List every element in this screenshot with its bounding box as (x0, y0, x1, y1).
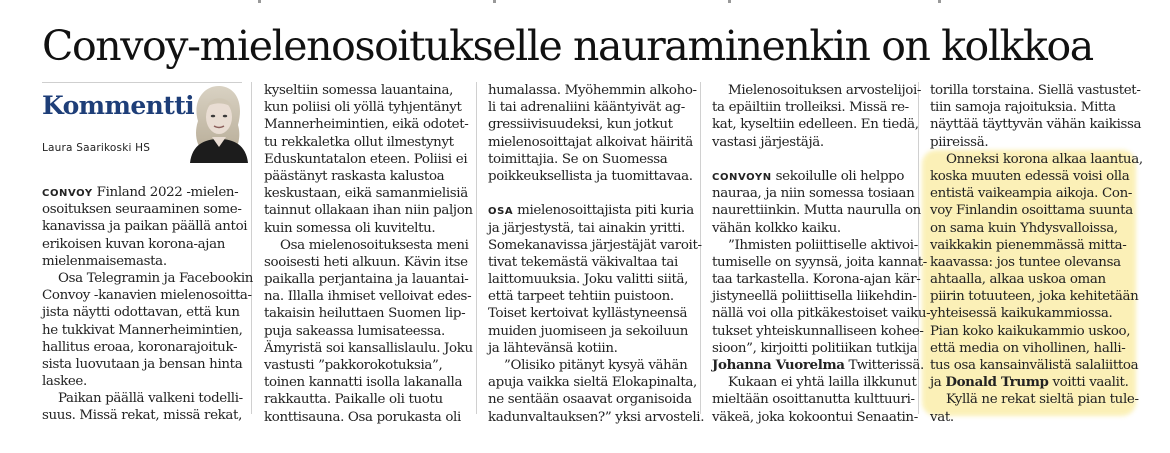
text-line: ja lähtevänsä kotiin. (488, 340, 618, 356)
text-run: voitti vaalit. (1048, 375, 1129, 391)
article-column-2 (264, 82, 473, 426)
text-run: sekoilulle oli helppo (771, 168, 905, 184)
text-line: sooisesti heti alkuun. Kävin itse (264, 254, 468, 270)
bold-name: Donald Trump (945, 374, 1049, 391)
text-line (488, 202, 704, 219)
text-line: Osa Telegramin ja Facebookin (58, 270, 254, 286)
text-line: tus osa kansainvälistä salaliittoa (930, 358, 1139, 373)
text-line: päästänyt raskasta kalustoa (264, 168, 445, 184)
text-line: Somekanavissa järjestäjät varoit- (488, 237, 702, 253)
text-line: Pian koko kaikukammio uskoo, (930, 323, 1131, 339)
text-line: tivat tekemästä väkivaltaa tai (488, 254, 678, 270)
text-run: Twitterissä. (844, 358, 924, 373)
text-line: entistä vaikeampia aikoja. Con- (930, 186, 1133, 202)
text-line (712, 168, 930, 185)
bold-name: Johanna Vuorelma (712, 357, 845, 373)
text-line: Paikan päällä valkeni todelli- (58, 391, 243, 407)
text-line: Toiset kertoivat kyllästyneensä (488, 306, 688, 322)
text-line: rakkautta. Paikalle oli tuotu (264, 392, 443, 408)
text-line: kyseltiin somessa lauantaina, (264, 83, 453, 98)
text-line: keskustaan, eikä samanmielisiä (264, 186, 468, 202)
text-line: paikalla perjantaina ja lauantai- (264, 272, 469, 288)
text-line: tumiselle on syynsä, joita kannat- (712, 254, 927, 270)
text-line: Mielenosoituksen arvostelijoi- (728, 83, 922, 98)
text-line: he tukkivat Mannerheimintien, (42, 322, 243, 338)
text-line: Onneksi korona alkaa laantua, (946, 151, 1143, 167)
text-line: jista näytti odottavan, että kun (42, 305, 240, 321)
article-column-1 (42, 184, 253, 425)
text-line: kat, kyseltiin edelleen. En tiedä, (712, 117, 919, 133)
text-line: laskee. (42, 374, 87, 390)
text-line: kaavassa: jos tuntee olevansa (930, 254, 1121, 270)
lead-in-caps: CONVOY (42, 188, 93, 199)
text-line: suus. Missä rekat, missä rekat, (42, 408, 242, 424)
text-line: apuja vaikka sieltä Elokapinalta, (488, 375, 697, 391)
text-line: tu rekkaletka ollut ilmestynyt (264, 134, 454, 150)
text-line: kanavissa ja paikan päällä antoi (42, 219, 248, 235)
text-line: humalassa. Myöhemmin alkoho- (488, 83, 697, 98)
text-line: puja sakeassa lumisateessa. (264, 323, 445, 339)
text-line: ”Olisiko pitänyt kysyä vähän (504, 358, 688, 373)
text-line: li tai adrenaliini kääntyivät ag- (488, 100, 685, 116)
text-line: vastasi järjestäjä. (712, 134, 824, 150)
text-line: Kukaan ei yhtä lailla ilkkunut (728, 375, 917, 391)
text-line: väkeä, joka kokoontui Senaatin- (712, 409, 918, 425)
text-line: Mannerheimintien, eikä odotet- (264, 117, 469, 133)
text-line: na. Illalla ihmiset velloivat edes- (264, 289, 472, 305)
text-line: toinen kannatti isolla lakanalla (264, 375, 463, 391)
text-line: erikoisen kuvan korona-ajan (42, 236, 225, 252)
text-line: yhteisessä kaikukammiossa. (930, 306, 1113, 322)
text-run: ja (930, 375, 946, 391)
text-line: toimittajia. Se on Suomessa (488, 151, 668, 167)
text-line (42, 184, 253, 201)
article-headline: Convoy-mielenosoitukselle nauraminenkin on kolkkoa (42, 22, 1093, 70)
text-line: jistyneellä poliittisella liikehdin- (712, 289, 917, 305)
text-line: että media on vihollinen, halli- (930, 340, 1126, 356)
text-line: mielenosoittajat alkoivat häiritä (488, 134, 693, 150)
lead-in-caps: OSA (488, 206, 514, 218)
top-rule (0, 0, 1170, 6)
text-line: taa tarkastella. Korona-ajan kär- (712, 272, 921, 288)
text-line: piirin totuuteen, joka kehitetään (930, 289, 1139, 305)
text-line: vaikkakin pienemmässä mitta- (930, 237, 1127, 253)
paragraph-gap (488, 185, 704, 202)
author-portrait-icon (182, 81, 252, 163)
text-line: koska muuten edessä voisi olla (930, 168, 1130, 184)
text-line: nällä voi olla pitkäkestoiset vaiku- (712, 306, 931, 322)
article-column-5 (930, 82, 1143, 426)
text-line (930, 374, 1143, 391)
text-line: sista luovutaan ja bensan hinta (42, 356, 243, 372)
text-line: vat. (930, 409, 954, 425)
text-line: osoituksen seuraaminen some- (42, 202, 242, 218)
text-line: sioon”, kirjoitti politiikan tutkija (712, 340, 918, 356)
article-column-4 (712, 82, 930, 426)
text-line: vähän kolkko kaiku. (712, 220, 841, 236)
text-line: kadunvaltauksen?” yksi arvosteli. (488, 409, 705, 425)
text-run: mielenosoittajista piti kuria (513, 203, 694, 219)
text-line: ja järjestystä, tai ainakin yritti. (488, 220, 685, 236)
text-line: ahtaalla, alkaa uskoa oman (930, 272, 1106, 288)
text-line: poikkeuksellista ja tuomittavaa. (488, 168, 693, 184)
text-line: piireissä. (930, 134, 989, 150)
text-line: muiden juomiseen ja sekoiluun (488, 323, 689, 339)
text-run: Finland 2022 -mielen- (92, 185, 239, 200)
text-line: ”Ihmisten poliittiselle aktivoi- (728, 237, 918, 253)
text-line: Kyllä ne rekat sieltä pian tule- (946, 392, 1139, 408)
column-divider (476, 82, 477, 414)
text-line: Convoy -kanavien mielenosoitta- (42, 288, 252, 304)
text-line: torilla torstaina. Siellä vastustet- (930, 83, 1141, 98)
text-line: hallitus eroaa, koronarajoituk- (42, 339, 238, 355)
text-line: naurettiinkin. Mutta naurulla on (712, 203, 921, 219)
text-line: konttisauna. Osa porukasta oli (264, 409, 461, 425)
text-line: tukset yhteiskunnalliseen kohee- (712, 323, 924, 339)
author-byline: Laura Saarikoski HS (42, 142, 151, 154)
text-line: takaisin heiluttaen Suomen lip- (264, 306, 466, 322)
text-line: vastusti ”pakkorokotuksia”, (264, 358, 443, 373)
text-line: voy Finlandin osoittama suunta (930, 203, 1133, 219)
text-line: nauraa, ja niin somessa tosiaan (712, 186, 915, 202)
text-line: Ämyristä soi kansallislaulu. Joku (264, 340, 473, 356)
kommentti-box (42, 82, 242, 163)
text-line (712, 357, 930, 374)
text-line: mielenmaisemasta. (42, 253, 167, 269)
text-line: Eduskuntatalon eteen. Poliisi ei (264, 151, 468, 167)
text-line: mieltään osoittanutta kulttuuri- (712, 392, 915, 408)
text-line: kuin somessa oli kuviteltu. (264, 220, 436, 236)
text-line: tiin samoja rajoituksia. Mitta (930, 100, 1116, 116)
lead-in-caps: CONVOYN (712, 171, 772, 183)
text-line: gressiivisuudeksi, kun jotkut (488, 117, 673, 133)
paragraph-gap (712, 151, 930, 168)
text-line: ta epäiltiin trolleiksi. Missä re- (712, 100, 909, 116)
text-line: laittomuuksia. Joku valitti siitä, (488, 272, 689, 288)
text-line: että tarpeet tehtiin puistoon. (488, 289, 674, 305)
text-line: tainnut ollakaan ihan niin paljon (264, 203, 473, 219)
text-line: ne sentään osaavat organisoida (488, 392, 692, 408)
text-line: näyttää täyttyvän vähän kaikissa (930, 117, 1142, 133)
text-line: on sama kuin Yhdysvalloissa, (930, 220, 1118, 236)
kommentti-label: Kommentti (42, 91, 195, 120)
article-column-3 (488, 82, 704, 426)
text-line: kun poliisi oli yöllä tyhjentänyt (264, 100, 462, 116)
text-line: Osa mielenosoituksesta meni (280, 237, 469, 253)
